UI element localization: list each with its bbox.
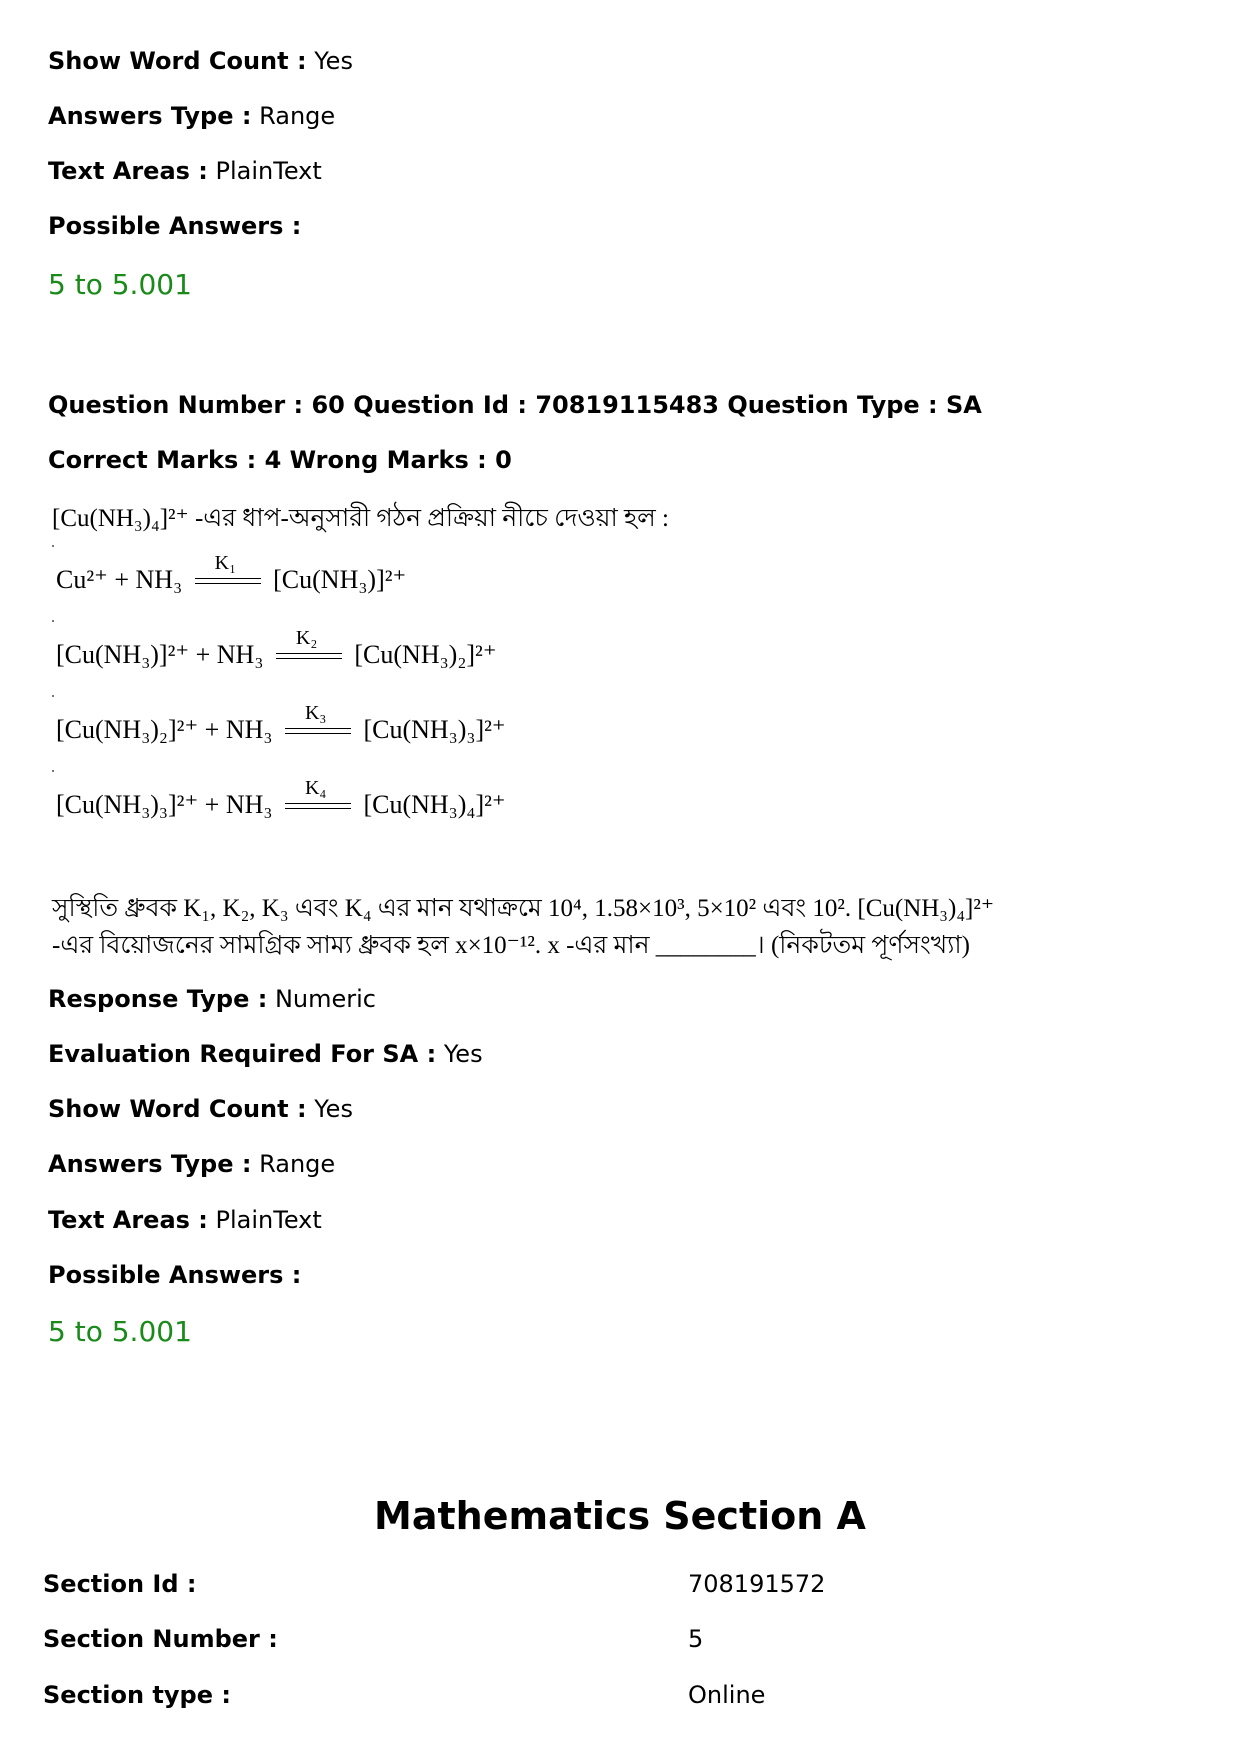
bullet-dot	[52, 770, 54, 772]
equation-2-k: K₂	[295, 627, 318, 650]
possible-answer-value-2: 5 to 5.001	[48, 1315, 192, 1348]
equation-1-rhs: [Cu(NH₃)]²⁺	[273, 565, 407, 594]
question-marks: Correct Marks : 4 Wrong Marks : 0	[48, 446, 512, 474]
show-word-count-row-2	[48, 1093, 353, 1125]
equation-1-lhs: Cu²⁺ + NH₃	[56, 565, 183, 594]
answers-type-row-2	[48, 1148, 335, 1180]
equilibrium-arrow-icon	[195, 552, 261, 592]
answers-type-value: Range	[259, 102, 336, 130]
response-type-label: Response Type :	[48, 985, 268, 1013]
bullet-dot	[52, 695, 54, 697]
text-areas-label-2: Text Areas :	[48, 1206, 208, 1234]
equation-2-rhs: [Cu(NH₃)₂]²⁺	[354, 640, 497, 669]
question-intro: [Cu(NH₃)₄]²⁺ -এর ধাপ-অনুসারী গঠন প্রক্রিয়া নীচে দেওয়া হল :	[52, 505, 669, 532]
equation-3-rhs: [Cu(NH₃)₃]²⁺	[363, 715, 506, 744]
equation-3-k: K₃	[304, 702, 327, 725]
possible-answers-label-2: Possible Answers :	[48, 1261, 302, 1289]
question-body-line-2: -এর বিয়োজনের সামগ্রিক সাম্য ধ্রুবক হল x×10⁻¹². x -এর মান ________। (নিকটতম পূর্ণসংখ্যা)	[52, 932, 970, 959]
bullet-dot	[52, 545, 54, 547]
answers-type-row	[48, 100, 335, 132]
text-areas-row	[48, 155, 322, 187]
question-body-line-1: সুস্থিতি ধ্রুবক K₁, K₂, K₃ এবং K₄ এর মান যথাক্রমে 10⁴, 1.58×10³, 5×10² এবং 10². [Cu(NH₃)₄]²⁺	[52, 895, 995, 922]
equilibrium-arrow-icon	[285, 702, 351, 742]
section-id-label: Section Id :	[43, 1570, 197, 1598]
possible-answers-label: Possible Answers :	[48, 212, 302, 240]
equation-1-k: K₁	[214, 552, 237, 575]
evaluation-label: Evaluation Required For SA :	[48, 1040, 437, 1068]
equation-4-lhs: [Cu(NH₃)₃]²⁺ + NH₃	[56, 790, 273, 819]
equation-4	[56, 777, 506, 820]
equilibrium-arrow-icon	[285, 777, 351, 817]
response-type-row	[48, 983, 376, 1015]
section-number-value: 5	[688, 1625, 704, 1653]
equation-3-lhs: [Cu(NH₃)₂]²⁺ + NH₃	[56, 715, 273, 744]
equation-3	[56, 702, 506, 745]
show-word-count-row	[48, 45, 353, 77]
question-header: Question Number : 60 Question Id : 70819115483 Question Type : SA	[48, 391, 982, 419]
show-word-count-label: Show Word Count :	[48, 47, 307, 75]
text-areas-value: PlainText	[215, 157, 322, 185]
answers-type-value-2: Range	[259, 1150, 336, 1178]
equation-4-k: K₄	[304, 777, 327, 800]
evaluation-row	[48, 1038, 483, 1070]
show-word-count-value-2: Yes	[314, 1095, 353, 1123]
possible-answers-row-2	[48, 1259, 301, 1291]
answers-type-label: Answers Type :	[48, 102, 252, 130]
text-areas-label: Text Areas :	[48, 157, 208, 185]
section-id-value: 708191572	[688, 1570, 826, 1598]
section-type-label: Section type :	[43, 1681, 231, 1709]
bullet-dot	[52, 620, 54, 622]
show-word-count-label-2: Show Word Count :	[48, 1095, 307, 1123]
response-type-value: Numeric	[274, 985, 376, 1013]
equation-4-rhs: [Cu(NH₃)₄]²⁺	[363, 790, 506, 819]
answers-type-label-2: Answers Type :	[48, 1150, 252, 1178]
equation-2-lhs: [Cu(NH₃)]²⁺ + NH₃	[56, 640, 264, 669]
possible-answers-row	[48, 210, 301, 242]
section-type-value: Online	[688, 1681, 766, 1709]
section-number-label: Section Number :	[43, 1625, 278, 1653]
equilibrium-arrow-icon	[276, 627, 342, 667]
equation-1	[56, 552, 407, 595]
text-areas-value-2: PlainText	[215, 1206, 322, 1234]
show-word-count-value: Yes	[314, 47, 353, 75]
evaluation-value: Yes	[443, 1040, 483, 1068]
text-areas-row-2	[48, 1204, 322, 1236]
equation-2	[56, 627, 497, 670]
possible-answer-value: 5 to 5.001	[48, 268, 192, 301]
section-title: Mathematics Section A	[374, 1494, 866, 1538]
